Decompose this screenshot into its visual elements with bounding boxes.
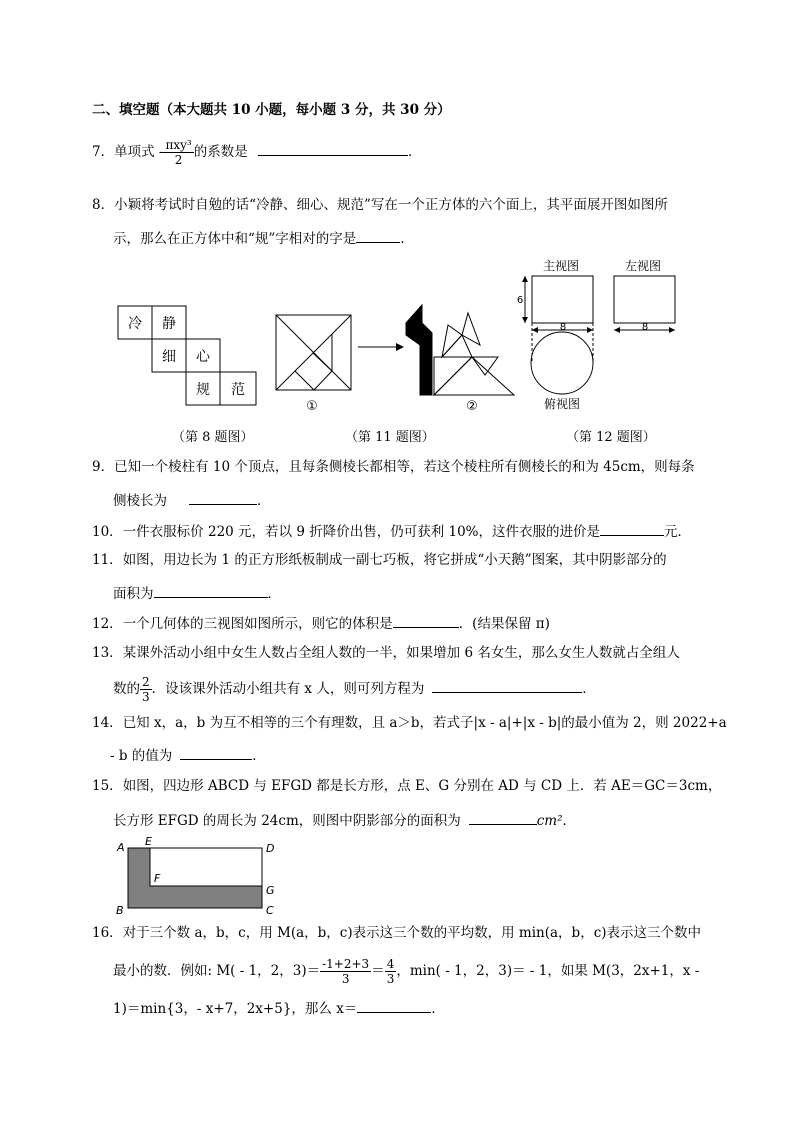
q13-frac-den: 3 [142, 690, 150, 704]
q8-line2: 示，那么在正方体中和“规”字相对的字是 [113, 231, 357, 247]
q15-unit: cm² [536, 813, 563, 829]
q16-end: ． [431, 1001, 445, 1017]
q12-end: ．(结果保留 π) [458, 616, 550, 632]
q16-f2-den: 3 [386, 972, 395, 986]
left-view-label: 左视图 [624, 259, 662, 273]
q13-answer-blank[interactable] [432, 678, 582, 693]
label-B: B [116, 904, 124, 917]
q16-line1: 对于三个数 a，b，c，用 M(a，b，c)表示这三个数的平均数，用 min(a，b，c)表示这三个数中 [122, 925, 702, 941]
q13-line2-a: 数的 [113, 681, 140, 697]
front-view-rect [532, 276, 593, 323]
q12-answer-blank[interactable] [393, 613, 459, 628]
q7-end: ． [408, 144, 422, 160]
figure-12-three-views [515, 255, 690, 415]
top-view-circle [531, 332, 593, 394]
net-char-fan: 范 [231, 382, 245, 398]
question-8-line2 [113, 228, 414, 248]
question-12 [92, 613, 550, 633]
question-11-line1 [92, 551, 667, 569]
net-char-xin: 心 [196, 349, 210, 365]
q13-number: 13． [92, 645, 123, 661]
q14-number: 14． [92, 715, 123, 731]
question-9-line1 [92, 458, 695, 476]
q16-fraction-1 [320, 957, 371, 986]
q11-line2: 面积为 [113, 586, 154, 602]
label-E: E [145, 836, 152, 848]
q12-number: 12． [92, 616, 123, 632]
q9-answer-blank[interactable] [189, 490, 257, 505]
label-D: D [266, 842, 275, 855]
q15-answer-blank[interactable] [469, 810, 537, 825]
q15-number: 15． [92, 778, 123, 794]
label-C: C [266, 904, 274, 917]
q14-line2: - b 的值为 [110, 748, 173, 764]
q7-prefix: 单项式 - [114, 144, 164, 160]
question-15-line2 [113, 810, 576, 830]
q10-number: 10． [92, 524, 123, 540]
q16-f2-num: 4 [386, 957, 395, 971]
q16-answer-blank[interactable] [357, 998, 431, 1013]
figure-11-tangram [272, 295, 527, 420]
question-14-line2 [110, 745, 266, 765]
q16-fraction-2 [385, 957, 397, 986]
fig12-caption: （第 12 题图） [566, 430, 656, 445]
front-view-label: 主视图 [542, 259, 580, 273]
fig11-label-1: ① [306, 399, 318, 414]
figure-8-cube-net [112, 300, 262, 410]
net-char-leng: 冷 [128, 316, 142, 332]
q15-line1: 如图，四边形 ABCD 与 EFGD 都是长方形，点 E、G 分别在 AD 与 CD 上．若 AE＝GC＝3cm， [122, 778, 722, 794]
question-16-line1 [92, 924, 701, 942]
q9-line1: 已知一个棱柱有 10 个顶点，且每条侧棱长都相等，若这个棱柱所有侧棱长的和为 45cm，则每条 [114, 459, 695, 475]
fig11-label-2: ② [466, 399, 478, 414]
question-8-line1 [92, 196, 668, 214]
q15-end: ． [562, 813, 577, 829]
question-9-line2 [113, 490, 271, 510]
q8-answer-blank[interactable] [356, 228, 400, 243]
label-A: A [117, 841, 125, 854]
q7-answer-blank[interactable] [258, 141, 408, 156]
q7-frac-num: πxy³ [165, 138, 192, 152]
question-16-line2 [113, 957, 699, 986]
q16-line2-c: ，min( - 1，2，3)＝ - 1，如果 M(3，2x+1，x - [396, 963, 700, 979]
q7-suffix: 的系数是 [193, 144, 248, 160]
q13-line2-b: ．设该课外活动小组共有 x 人，则可列方程为 [151, 681, 425, 697]
q16-line2-b: ＝ [371, 963, 385, 979]
fig11-caption: （第 11 题图） [345, 430, 435, 445]
top-view-label: 俯视图 [543, 397, 581, 411]
q16-number: 16． [92, 925, 123, 941]
label-F: F [154, 872, 161, 885]
q8-line1: 小颖将考试时自勉的话“冷静、细心、规范”写在一个正方体的六个面上，其平面展开图如图所 [114, 197, 668, 213]
net-char-jing: 静 [162, 316, 176, 332]
q8-number: 8． [92, 197, 115, 213]
swan-shaded-part [406, 305, 432, 395]
label-G: G [266, 884, 275, 897]
q9-number: 9． [92, 459, 115, 475]
section-title: 二、填空题（本大题共 10 小题，每小题 3 分，共 30 分） [92, 102, 451, 118]
q9-end: ． [257, 493, 271, 509]
question-14-line1 [92, 714, 727, 732]
question-7 [92, 138, 422, 167]
q11-answer-blank[interactable] [154, 583, 268, 598]
q11-end: ． [267, 586, 281, 602]
question-10 [92, 521, 691, 541]
q7-number: 7． [92, 144, 115, 160]
figure-15-rectangles [112, 836, 277, 918]
question-15-line1 [92, 777, 721, 795]
q16-line2-a: 最小的数．例如: M( - 1，2，3)＝ [113, 963, 321, 979]
q14-line1: 已知 x，a，b 为互不相等的三个有理数，且 a＞b，若式子|x - a|+|x - b|的最小值为 2，则 2022+a [122, 715, 727, 731]
question-16-line3 [113, 998, 445, 1018]
question-11-line2 [113, 583, 281, 603]
question-13-line1 [92, 644, 680, 662]
q10-text: 一件衣服标价 220 元，若以 9 折降价出售，仍可获利 10%，这件衣服的进价是 [122, 524, 601, 540]
q11-number: 11． [92, 552, 123, 568]
dim-height: 6 [516, 295, 524, 306]
left-view-rect [614, 276, 675, 323]
q7-frac-den: 2 [174, 153, 183, 167]
net-char-gui: 规 [196, 382, 210, 398]
q16-line3: 1)＝min{3，- x+7，2x+5}，那么 x＝ [113, 1001, 358, 1017]
q7-fraction [163, 138, 193, 167]
q11-line1: 如图，用边长为 1 的正方形纸板制成一副七巧板，将它拼成“小天鹅”图案，其中阴影部分的 [122, 552, 667, 568]
q15-line2: 长方形 EFGD 的周长为 24cm，则图中阴影部分的面积为 [113, 813, 461, 829]
q13-line1: 某课外活动小组中女生人数占全组人数的一半，如果增加 6 名女生，那么女生人数就占全组人 [122, 645, 680, 661]
q8-end: ． [400, 231, 414, 247]
q13-end: ． [582, 681, 596, 697]
q12-text: 一个几何体的三视图如图所示，则它的体积是 [122, 616, 393, 632]
dim-width-left: 8 [641, 322, 649, 333]
q14-answer-blank[interactable] [180, 745, 252, 760]
fig8-caption: （第 8 题图） [172, 430, 254, 445]
q14-end: ． [252, 748, 266, 764]
rect-efgd [150, 848, 262, 886]
q16-f1-num: -1+2+3 [322, 957, 370, 971]
q13-frac-num: 2 [142, 675, 150, 689]
dim-width-front: 8 [559, 322, 567, 333]
q10-answer-blank[interactable] [600, 521, 664, 536]
q16-f1-den: 3 [341, 972, 350, 986]
q13-fraction [140, 675, 152, 704]
net-char-xi: 细 [162, 349, 176, 365]
q10-end: 元． [664, 524, 692, 540]
question-13-line2 [113, 675, 596, 704]
q9-line2: 侧棱长为 [113, 493, 167, 509]
